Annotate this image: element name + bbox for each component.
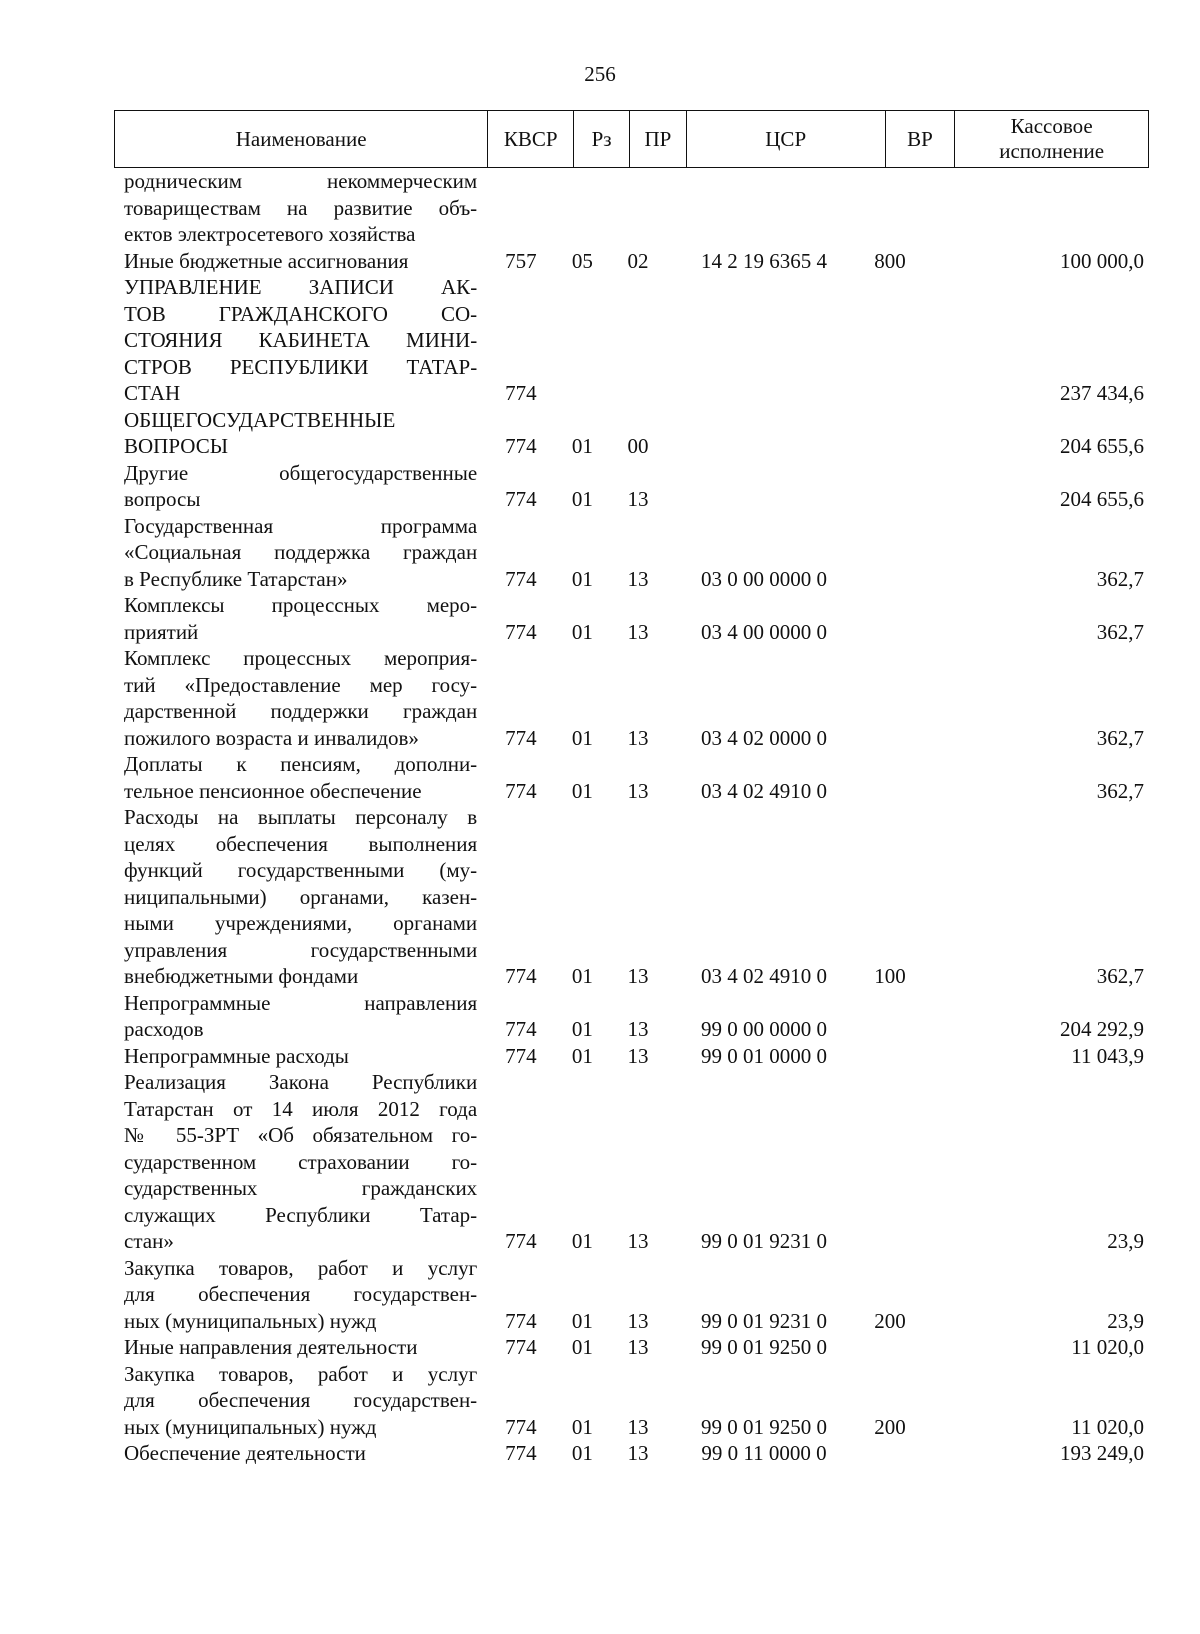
row-name-line: для обеспечения государствен- bbox=[124, 1282, 478, 1306]
row-name-line: СТАН bbox=[124, 381, 181, 405]
row-name-line: Обеспечение деятельности bbox=[124, 1441, 366, 1465]
row-pr: 13 bbox=[627, 1308, 649, 1333]
row-pr: 13 bbox=[627, 1441, 649, 1465]
row-name bbox=[124, 1069, 477, 1255]
row-name-line: целях обеспечения выполнения bbox=[124, 831, 478, 856]
row-csr: 99 0 01 9250 0 bbox=[701, 1414, 828, 1439]
row-name-line: ТОВ ГРАЖДАНСКОГО СО- bbox=[124, 301, 478, 326]
row-kvsr: 774 bbox=[505, 1229, 537, 1253]
row-kvsr: 774 bbox=[505, 964, 537, 988]
table-row bbox=[124, 460, 1144, 513]
row-rz: 01 bbox=[571, 619, 593, 644]
row-sum: 100 000,0 bbox=[1060, 248, 1145, 273]
row-name-line: Татарстан от 14 июля 2012 года bbox=[124, 1096, 478, 1121]
table-row bbox=[124, 513, 1144, 593]
row-csr: 03 4 02 0000 0 bbox=[701, 725, 828, 750]
row-name-line: товариществам на развитие объ- bbox=[124, 195, 478, 220]
row-sum: 23,9 bbox=[1107, 1308, 1145, 1333]
row-kvsr: 774 bbox=[505, 381, 537, 405]
row-name-line: внебюджетными фондами bbox=[124, 964, 359, 988]
row-pr: 13 bbox=[627, 619, 649, 644]
row-csr: 99 0 01 9231 0 bbox=[701, 1229, 828, 1253]
row-kvsr: 774 bbox=[505, 566, 537, 591]
row-sum: 362,7 bbox=[1096, 566, 1145, 591]
row-name-line: Непрограммные расходы bbox=[124, 1043, 349, 1068]
row-rz: 01 bbox=[571, 566, 593, 591]
row-name-line: Закупка товаров, работ и услуг bbox=[124, 1361, 478, 1386]
row-name-line: ОБЩЕГОСУДАРСТВЕННЫЕ bbox=[124, 407, 396, 432]
row-name-line: Закупка товаров, работ и услуг bbox=[124, 1255, 478, 1280]
row-name bbox=[124, 274, 477, 407]
row-name-line: приятий bbox=[124, 619, 199, 644]
row-name-line: для обеспечения государствен- bbox=[124, 1388, 478, 1412]
row-pr: 13 bbox=[627, 1017, 649, 1041]
row-name bbox=[124, 1334, 477, 1361]
row-name-line: пожилого возраста и инвалидов» bbox=[124, 725, 419, 750]
row-kvsr: 774 bbox=[505, 1308, 537, 1333]
table-row bbox=[124, 990, 1144, 1043]
row-pr: 13 bbox=[627, 1043, 649, 1068]
row-kvsr: 774 bbox=[505, 434, 537, 458]
row-name bbox=[124, 248, 477, 275]
row-name-line: УПРАВЛЕНИЕ ЗАПИСИ АК- bbox=[124, 275, 478, 299]
row-name-line: служащих Республики Татар- bbox=[124, 1202, 478, 1227]
row-name-line: тельное пенсионное обеспечение bbox=[124, 778, 422, 803]
row-rz: 01 bbox=[571, 1414, 593, 1439]
row-kvsr: 774 bbox=[505, 1335, 537, 1359]
row-name-line: Государственная программа bbox=[124, 513, 478, 538]
table-row bbox=[124, 804, 1144, 990]
row-name-line: ными учреждениями, органами bbox=[124, 911, 478, 935]
table-row bbox=[124, 1043, 1144, 1070]
row-name-line: родническим некоммерческим bbox=[124, 169, 478, 193]
row-name-line: ВОПРОСЫ bbox=[124, 434, 229, 458]
table-row bbox=[124, 592, 1144, 645]
row-name bbox=[124, 645, 477, 751]
row-name bbox=[124, 460, 477, 513]
row-rz: 01 bbox=[571, 964, 593, 988]
row-name-line: управления государственными bbox=[124, 937, 478, 962]
row-kvsr: 774 bbox=[505, 1017, 537, 1041]
table-row bbox=[124, 248, 1144, 275]
header-sum bbox=[955, 111, 1148, 167]
header-sum-line1: Кассовое bbox=[1010, 114, 1093, 138]
row-name-line: функций государственными (му- bbox=[124, 858, 478, 882]
row-pr: 13 bbox=[627, 1335, 649, 1359]
row-rz: 01 bbox=[571, 1308, 593, 1333]
row-kvsr: 774 bbox=[505, 1414, 537, 1439]
row-sum: 11 020,0 bbox=[1071, 1335, 1145, 1359]
row-kvsr: 774 bbox=[505, 778, 537, 803]
row-csr: 03 4 02 4910 0 bbox=[701, 964, 828, 988]
header-name: Наименование bbox=[115, 111, 488, 167]
row-name bbox=[124, 513, 477, 593]
table-row bbox=[124, 1255, 1144, 1335]
row-name-line: сударственных гражданских bbox=[124, 1176, 478, 1200]
row-rz: 01 bbox=[571, 1441, 593, 1465]
row-csr: 99 0 00 0000 0 bbox=[701, 1017, 828, 1041]
header-pr: ПР bbox=[630, 111, 687, 167]
row-name-line: Иные направления деятельности bbox=[124, 1335, 418, 1359]
page-number: 256 bbox=[584, 62, 616, 86]
row-name-line: Непрограммные направления bbox=[124, 990, 478, 1015]
row-name-line: СТОЯНИЯ КАБИНЕТА МИНИ- bbox=[124, 328, 478, 352]
row-name-line: Доплаты к пенсиям, дополни- bbox=[124, 752, 478, 776]
row-sum: 193 249,0 bbox=[1060, 1441, 1145, 1465]
row-rz: 01 bbox=[571, 1335, 593, 1359]
row-rz: 01 bbox=[571, 434, 593, 458]
row-name bbox=[124, 1361, 477, 1441]
table-row bbox=[124, 1440, 1144, 1467]
row-kvsr: 774 bbox=[505, 725, 537, 750]
row-pr: 13 bbox=[627, 1229, 649, 1253]
row-name-line: ных (муниципальных) нужд bbox=[124, 1308, 377, 1333]
row-name bbox=[124, 1043, 477, 1070]
row-name bbox=[124, 804, 477, 990]
table-row bbox=[124, 168, 1144, 248]
row-name-line: сударственном страховании го- bbox=[124, 1149, 478, 1174]
row-sum: 204 655,6 bbox=[1060, 487, 1145, 511]
row-sum: 23,9 bbox=[1107, 1229, 1145, 1253]
row-rz: 01 bbox=[571, 725, 593, 750]
row-csr: 99 0 11 0000 0 bbox=[701, 1441, 827, 1465]
row-sum: 204 655,6 bbox=[1060, 434, 1145, 458]
row-name-line: Реализация Закона Республики bbox=[124, 1070, 478, 1094]
row-pr: 13 bbox=[627, 487, 649, 511]
row-name-line: № 55-ЗРТ «Об обязательном го- bbox=[124, 1123, 478, 1147]
row-sum: 362,7 bbox=[1096, 725, 1145, 750]
table-row bbox=[124, 751, 1144, 804]
row-pr: 13 bbox=[627, 778, 649, 803]
row-rz: 01 bbox=[571, 778, 593, 803]
row-name bbox=[124, 1255, 477, 1335]
row-name-line: Иные бюджетные ассигнования bbox=[124, 248, 409, 273]
row-sum: 204 292,9 bbox=[1060, 1017, 1145, 1041]
row-name-line: в Республике Татарстан» bbox=[124, 566, 348, 591]
row-name-line: ных (муниципальных) нужд bbox=[124, 1414, 377, 1439]
row-name bbox=[124, 407, 477, 460]
row-name bbox=[124, 1440, 477, 1467]
row-name-line: стан» bbox=[124, 1229, 174, 1253]
row-name bbox=[124, 751, 477, 804]
row-rz: 01 bbox=[571, 1017, 593, 1041]
row-rz: 01 bbox=[571, 487, 593, 511]
header-vr: ВР bbox=[886, 111, 956, 167]
row-kvsr: 774 bbox=[505, 1441, 537, 1465]
row-kvsr: 757 bbox=[505, 248, 537, 273]
row-sum: 11 020,0 bbox=[1071, 1414, 1145, 1439]
row-name-line: ниципальными) органами, казен- bbox=[124, 884, 478, 909]
row-csr: 03 4 02 4910 0 bbox=[701, 778, 828, 803]
table-row bbox=[124, 1334, 1144, 1361]
row-vr: 200 bbox=[874, 1414, 906, 1439]
row-name-line: Другие общегосударственные bbox=[124, 460, 478, 485]
table-row bbox=[124, 407, 1144, 460]
row-csr: 99 0 01 9231 0 bbox=[701, 1308, 828, 1333]
table-row bbox=[124, 1069, 1144, 1255]
row-vr: 100 bbox=[874, 964, 906, 988]
row-pr: 13 bbox=[627, 725, 649, 750]
row-csr: 99 0 01 9250 0 bbox=[701, 1335, 828, 1359]
row-pr: 13 bbox=[627, 1414, 649, 1439]
row-pr: 02 bbox=[627, 248, 649, 273]
header-rz: Рз bbox=[574, 111, 630, 167]
table-header bbox=[114, 110, 1149, 168]
row-kvsr: 774 bbox=[505, 487, 537, 511]
row-name-line: ектов электросетевого хозяйства bbox=[124, 222, 416, 246]
table-body bbox=[124, 168, 1144, 1467]
row-kvsr: 774 bbox=[505, 619, 537, 644]
row-pr: 13 bbox=[627, 964, 649, 988]
row-csr: 99 0 01 0000 0 bbox=[701, 1043, 828, 1068]
row-name-line: расходов bbox=[124, 1017, 204, 1041]
row-name-line: тий «Предоставление мер госу- bbox=[124, 672, 478, 697]
row-sum: 362,7 bbox=[1096, 778, 1145, 803]
row-kvsr: 774 bbox=[505, 1043, 537, 1068]
table-row bbox=[124, 1361, 1144, 1441]
header-csr: ЦСР bbox=[687, 111, 886, 167]
row-name bbox=[124, 990, 477, 1043]
row-csr: 03 0 00 0000 0 bbox=[701, 566, 828, 591]
row-name-line: вопросы bbox=[124, 487, 201, 511]
row-pr: 13 bbox=[627, 566, 649, 591]
row-sum: 237 434,6 bbox=[1060, 381, 1145, 405]
table-row bbox=[124, 645, 1144, 751]
row-vr: 200 bbox=[874, 1308, 906, 1333]
row-name-line: СТРОВ РЕСПУБЛИКИ ТАТАР- bbox=[124, 354, 478, 379]
row-name-line: Комплекс процессных мероприя- bbox=[124, 646, 478, 670]
row-rz: 05 bbox=[571, 248, 593, 273]
row-rz: 01 bbox=[571, 1043, 593, 1068]
header-sum-line2: исполнение bbox=[999, 139, 1105, 163]
row-name bbox=[124, 168, 477, 248]
row-sum: 362,7 bbox=[1096, 964, 1145, 988]
row-name-line: Расходы на выплаты персоналу в bbox=[124, 805, 478, 829]
row-csr: 14 2 19 6365 4 bbox=[701, 248, 828, 273]
row-csr: 03 4 00 0000 0 bbox=[701, 619, 828, 644]
row-vr: 800 bbox=[874, 248, 906, 273]
row-pr: 00 bbox=[627, 434, 649, 458]
header-kvsr: КВСР bbox=[488, 111, 574, 167]
row-name bbox=[124, 592, 477, 645]
row-name-line: «Социальная поддержка граждан bbox=[124, 540, 478, 564]
row-name-line: дарственной поддержки граждан bbox=[124, 699, 478, 723]
row-name-line: Комплексы процессных меро- bbox=[124, 593, 478, 617]
row-sum: 362,7 bbox=[1096, 619, 1145, 644]
row-rz: 01 bbox=[571, 1229, 593, 1253]
table-row bbox=[124, 274, 1144, 407]
row-sum: 11 043,9 bbox=[1071, 1043, 1145, 1068]
